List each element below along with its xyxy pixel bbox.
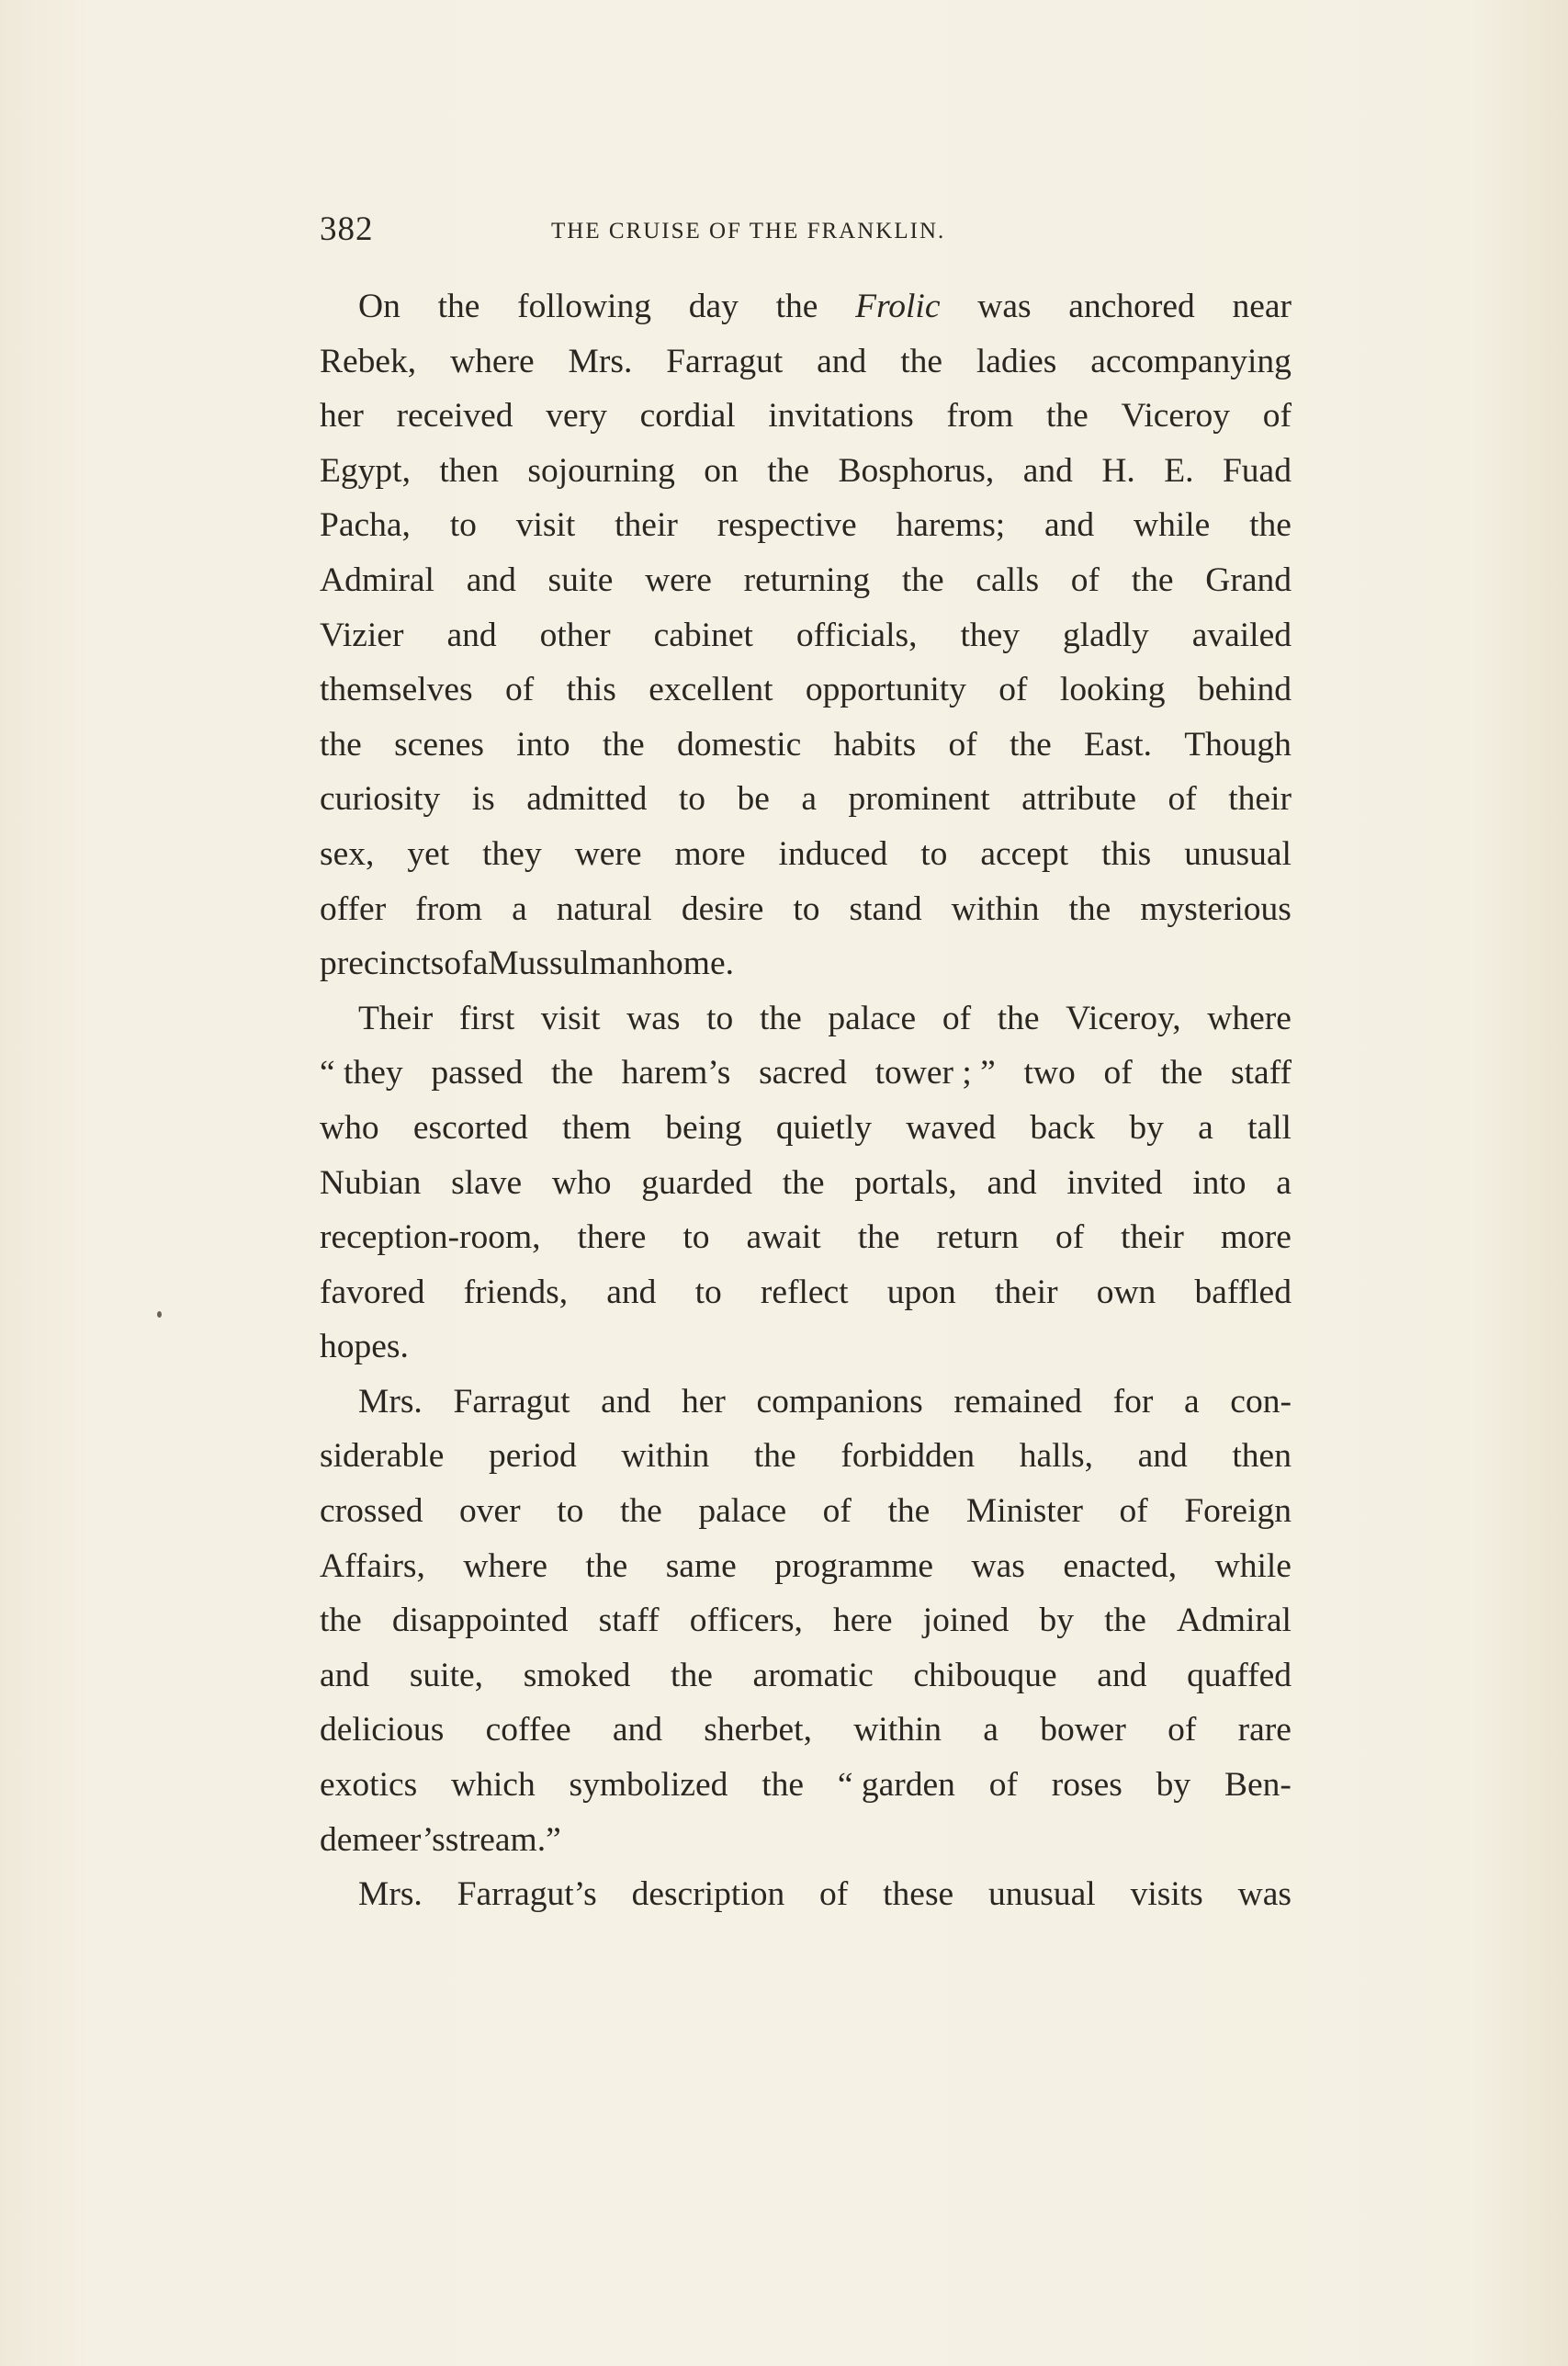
word: and — [987, 1163, 1037, 1202]
word: and — [817, 342, 867, 380]
word: and — [612, 1711, 663, 1749]
word: they — [960, 616, 1021, 654]
word: Viceroy — [1121, 397, 1231, 436]
word: staff — [1231, 1054, 1292, 1092]
word: was — [977, 288, 1032, 325]
word: two — [1023, 1054, 1076, 1092]
word: habits — [833, 725, 917, 764]
word: and — [466, 560, 516, 599]
word: they — [482, 834, 542, 873]
word: where — [450, 342, 535, 380]
word: induced — [778, 834, 888, 873]
word: the — [753, 1437, 796, 1476]
word: con- — [1230, 1382, 1292, 1421]
word: near — [1232, 288, 1292, 325]
word: day — [688, 288, 739, 325]
word: there — [577, 1218, 647, 1257]
word: roses — [1051, 1766, 1122, 1805]
ink-speck — [157, 1311, 162, 1318]
word: the — [1009, 725, 1052, 764]
word: of — [1055, 1218, 1085, 1257]
word: bower — [1040, 1711, 1126, 1749]
word: friends, — [463, 1273, 569, 1311]
word: was — [1237, 1875, 1292, 1914]
word: Vizier — [320, 616, 404, 654]
word: the — [1131, 560, 1174, 599]
word: by — [1039, 1602, 1074, 1640]
word: Mussulman — [488, 945, 649, 983]
word: same — [665, 1546, 737, 1585]
page-header — [320, 209, 1293, 255]
word: Minister — [965, 1492, 1083, 1531]
word: over — [459, 1492, 521, 1531]
word: the — [857, 1218, 900, 1257]
word: the — [767, 451, 810, 490]
word: Mrs. — [568, 342, 633, 380]
word: to — [449, 506, 477, 545]
word: sojourning — [527, 451, 675, 490]
text-line — [320, 1210, 1292, 1265]
word: await — [746, 1218, 821, 1257]
word: suite — [547, 560, 614, 599]
word: for — [1112, 1382, 1154, 1421]
word: yet — [407, 834, 450, 873]
text-line — [320, 1867, 1292, 1922]
text-line — [320, 1593, 1292, 1648]
word: stand — [849, 889, 922, 928]
word: was — [626, 999, 681, 1037]
word: these — [883, 1875, 954, 1914]
word: scenes — [394, 725, 484, 764]
word: to — [557, 1492, 584, 1531]
word: unusual — [988, 1875, 1096, 1914]
word: Rebek, — [320, 342, 417, 380]
word: of — [819, 1875, 849, 1914]
word: to — [682, 1218, 710, 1257]
text-line — [320, 1265, 1292, 1320]
word: into — [516, 725, 570, 764]
word: H. — [1101, 451, 1135, 490]
word: her — [320, 397, 364, 436]
word: while — [1134, 506, 1211, 545]
word: while — [1214, 1546, 1292, 1585]
word: period — [488, 1437, 577, 1476]
text-line — [320, 1319, 1292, 1375]
word: to — [793, 889, 820, 928]
word: sex, — [320, 834, 375, 873]
body-text — [320, 279, 1292, 1922]
word: visit — [515, 506, 576, 545]
word: of — [998, 671, 1028, 709]
word: the — [437, 288, 480, 325]
text-line — [320, 1813, 1292, 1868]
word: themselves — [320, 671, 473, 709]
word: Affairs, — [320, 1546, 425, 1585]
word: sacred — [759, 1054, 847, 1092]
word: and — [446, 616, 497, 654]
word: the — [900, 342, 943, 380]
word: and — [1097, 1656, 1147, 1694]
word: disappointed — [391, 1602, 569, 1640]
word: remained — [953, 1382, 1082, 1421]
text-line — [320, 1484, 1292, 1539]
word: then — [439, 451, 499, 490]
text-line — [320, 1429, 1292, 1484]
word: officers, — [689, 1602, 803, 1640]
word: Bosphorus, — [838, 451, 995, 490]
word: Their — [358, 999, 434, 1037]
word: their — [1228, 780, 1292, 819]
word: being — [665, 1108, 742, 1147]
word: visit — [540, 999, 601, 1037]
word: from — [415, 889, 483, 928]
word: siderable — [320, 1437, 445, 1476]
word: joined — [922, 1602, 1010, 1640]
word: availed — [1191, 616, 1292, 654]
word: were — [645, 560, 712, 599]
word: On — [358, 288, 400, 325]
word: coffee — [485, 1711, 571, 1749]
word: rare — [1237, 1711, 1292, 1749]
word: stream.” — [445, 1820, 561, 1859]
word: “ garden — [837, 1766, 955, 1805]
word: more — [674, 834, 746, 873]
word: unusual — [1184, 834, 1292, 873]
text-line — [320, 1101, 1292, 1156]
word: them — [562, 1108, 632, 1147]
word: Admiral — [320, 560, 434, 599]
word: suite, — [409, 1656, 484, 1694]
word: respective — [716, 506, 857, 545]
word: the — [761, 1766, 805, 1805]
word: and — [320, 1656, 370, 1694]
word: the — [782, 1163, 825, 1202]
word: of — [988, 1766, 1018, 1805]
word: on — [704, 451, 739, 490]
word: guarded — [641, 1163, 752, 1202]
word: first — [458, 999, 515, 1037]
word: the — [1104, 1602, 1146, 1640]
word: portals, — [854, 1163, 957, 1202]
word: other — [539, 616, 611, 654]
word: quaffed — [1187, 1656, 1292, 1694]
word: Admiral — [1177, 1602, 1292, 1640]
word: passed — [431, 1054, 524, 1092]
word: a — [801, 780, 818, 819]
word: of — [1070, 560, 1100, 599]
word: forbidden — [840, 1437, 976, 1476]
word: the — [320, 1602, 362, 1640]
word: escorted — [412, 1108, 528, 1147]
word: demeer’s — [320, 1820, 446, 1859]
word: Mrs. — [358, 1875, 423, 1914]
word: the — [1160, 1054, 1203, 1092]
text-line — [320, 936, 1292, 991]
word: prominent — [848, 780, 990, 819]
word: waved — [906, 1108, 997, 1147]
word: natural — [556, 889, 652, 928]
text-line — [320, 772, 1292, 827]
word: their — [1121, 1218, 1184, 1257]
word: cabinet — [653, 616, 753, 654]
word: palace — [698, 1492, 787, 1531]
word: Egypt, — [320, 451, 411, 490]
word: E. — [1164, 451, 1194, 490]
word: was — [971, 1546, 1025, 1585]
word: this — [1101, 834, 1152, 873]
word: a — [1276, 1163, 1292, 1202]
word: visits — [1130, 1875, 1203, 1914]
word: a — [983, 1711, 998, 1749]
text-line — [320, 1758, 1292, 1813]
word: Nubian — [320, 1163, 422, 1202]
word: mysterious — [1140, 889, 1292, 928]
word: upon — [886, 1273, 956, 1311]
word: domestic — [676, 725, 802, 764]
word: the — [671, 1656, 713, 1694]
word: attribute — [1021, 780, 1137, 819]
word: favored — [320, 1273, 425, 1311]
word: baffled — [1194, 1273, 1292, 1311]
word: back — [1030, 1108, 1096, 1147]
word: to — [694, 1273, 722, 1311]
word: Mrs. — [358, 1382, 423, 1421]
word: tower ; ” — [874, 1054, 996, 1092]
word: Though — [1184, 725, 1292, 764]
word: halls, — [1019, 1437, 1093, 1476]
word: the — [759, 999, 802, 1037]
word: crossed — [320, 1492, 423, 1531]
word: calls — [976, 560, 1040, 599]
word: the — [551, 1054, 593, 1092]
word: very — [546, 397, 607, 436]
text-line — [320, 1375, 1292, 1430]
word: harem’s — [621, 1054, 731, 1092]
text-line — [320, 553, 1292, 608]
text-line — [320, 662, 1292, 718]
word: were — [574, 834, 642, 873]
word: to — [678, 780, 706, 819]
word: smoked — [523, 1656, 631, 1694]
word: admitted — [526, 780, 648, 819]
word: delicious — [320, 1711, 445, 1749]
word: Foreign — [1184, 1492, 1292, 1531]
word: Pacha, — [320, 506, 411, 545]
word: chibouque — [913, 1656, 1057, 1694]
word: here — [833, 1602, 893, 1640]
word: of — [1168, 1711, 1197, 1749]
word: the — [887, 1492, 931, 1531]
word: own — [1096, 1273, 1156, 1311]
word: reception-room, — [320, 1218, 541, 1257]
word: of — [948, 725, 977, 764]
text-line — [320, 1703, 1292, 1758]
word: to — [920, 834, 948, 873]
word: harems; — [896, 506, 1006, 545]
word: curiosity — [320, 780, 441, 819]
text-line — [320, 882, 1292, 937]
word: by — [1156, 1766, 1191, 1805]
word: invitations — [768, 397, 914, 436]
text-line — [320, 334, 1292, 390]
word: to — [706, 999, 734, 1037]
word: officials, — [795, 616, 918, 654]
word: more — [1220, 1218, 1292, 1257]
text-line — [320, 1046, 1292, 1101]
word: Grand — [1205, 560, 1292, 599]
text-line — [320, 827, 1292, 882]
word: cordial — [639, 397, 736, 436]
word: quietly — [775, 1108, 872, 1147]
word: into — [1192, 1163, 1247, 1202]
word: the — [997, 999, 1040, 1037]
word: Ben- — [1224, 1766, 1292, 1805]
page-number: 382 — [320, 210, 374, 248]
word: invited — [1066, 1163, 1163, 1202]
word: sherbet, — [704, 1711, 812, 1749]
running-title: THE CRUISE OF THE FRANKLIN. — [551, 219, 946, 243]
word: the — [1046, 397, 1089, 436]
word: which — [451, 1766, 536, 1805]
word: enacted, — [1063, 1546, 1178, 1585]
word: desire — [681, 889, 764, 928]
word: palace — [828, 999, 917, 1037]
word: the — [775, 288, 818, 325]
word: precincts — [320, 945, 445, 983]
text-line — [320, 991, 1292, 1047]
word: within — [951, 889, 1040, 928]
word: who — [320, 1108, 379, 1147]
word: from — [946, 397, 1014, 436]
word: their — [615, 506, 678, 545]
word: their — [994, 1273, 1058, 1311]
word: the — [901, 560, 944, 599]
text-line — [320, 608, 1292, 663]
word: reflect — [760, 1273, 849, 1311]
word: received — [396, 397, 513, 436]
word: of — [1262, 397, 1292, 436]
word: and — [1022, 451, 1073, 490]
word: a — [512, 889, 527, 928]
word: then — [1232, 1437, 1292, 1476]
word: excellent — [649, 671, 773, 709]
word: behind — [1197, 671, 1292, 709]
word: within — [621, 1437, 710, 1476]
word: hopes. — [320, 1328, 409, 1366]
word: exotics — [320, 1766, 418, 1805]
text-line — [320, 1156, 1292, 1211]
word: aromatic — [752, 1656, 874, 1694]
word: symbolized — [569, 1766, 728, 1805]
word: and — [601, 1382, 651, 1421]
text-line — [320, 444, 1292, 499]
word: this — [566, 671, 616, 709]
word: of — [942, 999, 972, 1037]
word: anchored — [1068, 288, 1195, 325]
word: tall — [1247, 1108, 1292, 1147]
word: Viceroy, — [1066, 999, 1181, 1037]
word: East. — [1084, 725, 1152, 764]
text-line — [320, 279, 1292, 334]
word: her — [681, 1382, 726, 1421]
word: Farragut — [666, 342, 784, 380]
word: and — [1044, 506, 1095, 545]
word: offer — [320, 889, 387, 928]
word: “ they — [320, 1054, 403, 1092]
word: of — [444, 945, 473, 983]
word: the — [1068, 889, 1111, 928]
word: returning — [743, 560, 871, 599]
word: description — [631, 1875, 785, 1914]
word: staff — [598, 1602, 660, 1640]
word: of — [822, 1492, 852, 1531]
text-line — [320, 389, 1292, 444]
word: and — [1137, 1437, 1188, 1476]
word: ladies — [976, 342, 1057, 380]
word: gladly — [1063, 616, 1149, 654]
word: accept — [980, 834, 1069, 873]
word: is — [471, 780, 495, 819]
word: the — [1249, 506, 1292, 545]
word: the — [619, 1492, 662, 1531]
word: of — [1168, 780, 1197, 819]
word: of — [1103, 1054, 1133, 1092]
word: the — [602, 725, 645, 764]
word: within — [853, 1711, 942, 1749]
word: the — [320, 725, 362, 764]
word: programme — [774, 1546, 934, 1585]
text-line — [320, 1648, 1292, 1704]
word: home. — [649, 945, 734, 983]
word: be — [737, 780, 770, 819]
word: accompanying — [1090, 342, 1292, 380]
word: where — [463, 1546, 547, 1585]
word: opportunity — [805, 671, 966, 709]
word: a — [1183, 1382, 1200, 1421]
text-line — [320, 1539, 1292, 1594]
word: Farragut’s — [457, 1875, 597, 1914]
word: following — [517, 288, 651, 325]
word: Fuad — [1222, 451, 1292, 490]
word: who — [551, 1163, 612, 1202]
word: slave — [451, 1163, 523, 1202]
word: Farragut — [453, 1382, 570, 1421]
word: of — [505, 671, 535, 709]
word: Frolic — [855, 288, 941, 325]
word: where — [1207, 999, 1292, 1037]
word: return — [936, 1218, 1020, 1257]
word: a — [1198, 1108, 1213, 1147]
word: of — [1119, 1492, 1148, 1531]
word: companions — [756, 1382, 923, 1421]
word: the — [585, 1546, 628, 1585]
word: and — [606, 1273, 657, 1311]
word: by — [1129, 1108, 1164, 1147]
text-line — [320, 498, 1292, 553]
word: looking — [1059, 671, 1166, 709]
word: a — [472, 945, 489, 983]
text-line — [320, 718, 1292, 773]
